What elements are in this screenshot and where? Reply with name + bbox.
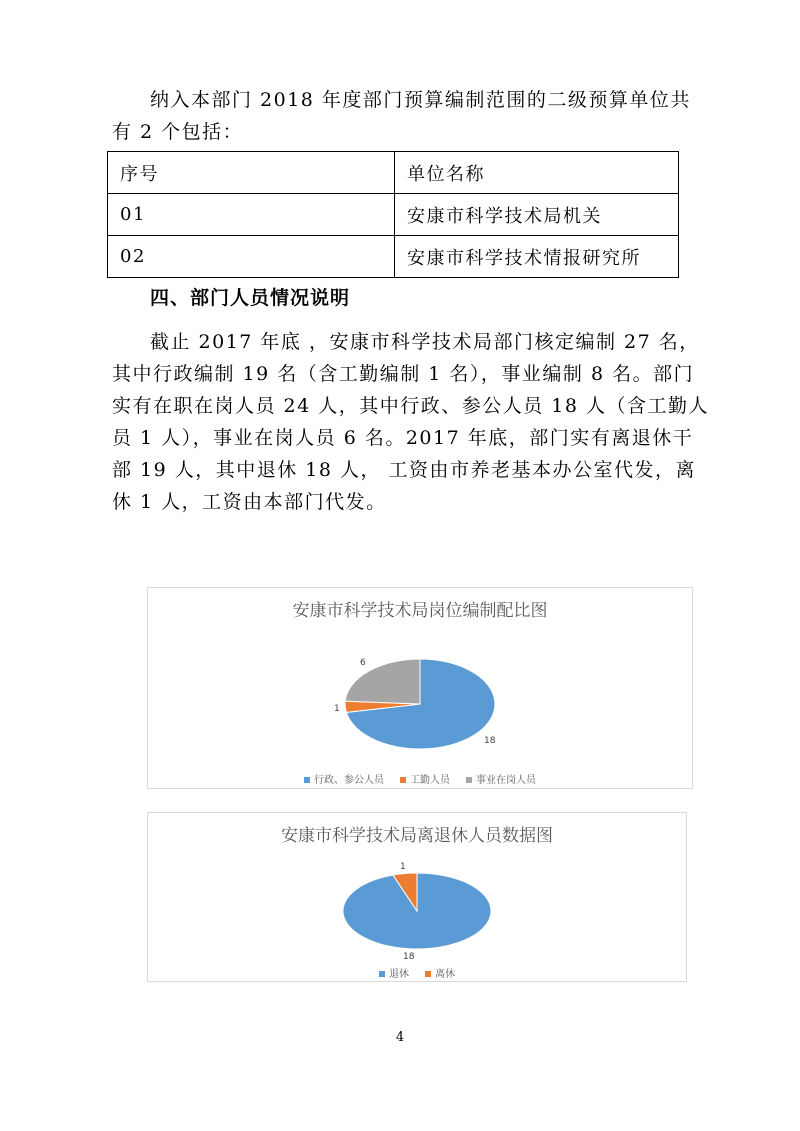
- table-row: [108, 194, 679, 236]
- pie-data-label-1: 18: [403, 952, 415, 962]
- pie-data-label-1: 18: [484, 736, 496, 746]
- section-heading: 四、部门人员情况说明: [150, 287, 351, 309]
- legend-swatch-2: [400, 777, 406, 783]
- chart-2-title: 安康市科学技术局离退休人员数据图: [281, 826, 553, 845]
- personnel-line-1: 截止 2017 年底 ，安康市科学技术局部门核定编制 27 名，: [150, 331, 700, 353]
- legend-swatch-3: [466, 777, 472, 783]
- table-header-row: [108, 152, 679, 194]
- personnel-line-6: 休 1 人，工资由本部门代发。: [112, 491, 387, 513]
- chart-1-legend: [148, 771, 692, 786]
- intro-line-2: 有 2 个包括：: [112, 121, 244, 143]
- table-row: [108, 236, 679, 278]
- chart-2-plot: [148, 813, 686, 981]
- pie-data-label-3: 6: [360, 658, 366, 668]
- header-unit-name: 单位名称: [395, 152, 679, 194]
- chart-1-plot: [148, 588, 692, 788]
- position-ratio-chart: [147, 587, 693, 789]
- personnel-line-2: 其中行政编制 19 名（含工勤编制 1 名），事业编制 8 名。部门: [112, 363, 695, 385]
- legend-label-1: 退休: [389, 969, 409, 980]
- intro-paragraph: [112, 84, 691, 148]
- row-1-seq: 01: [108, 194, 395, 236]
- pie-data-label-2: 1: [400, 862, 406, 872]
- row-2-unit-name: 安康市科学技术情报研究所: [395, 236, 679, 278]
- legend-item-3: [466, 771, 536, 786]
- legend-label-2: 工勤人员: [410, 775, 450, 786]
- personnel-line-4: 员 1 人），事业在岗人员 6 名。2017 年底，部门实有离退休干: [112, 427, 694, 449]
- retirees-chart: [147, 812, 687, 982]
- personnel-line-5: 部 19 人，其中退休 18 人， 工资由市养老基本办公室代发，离: [112, 459, 697, 481]
- legend-label-1: 行政、参公人员: [314, 775, 384, 786]
- chart-2-legend: [148, 965, 686, 980]
- personnel-line-3: 实有在职在岗人员 24 人，其中行政、参公人员 18 人（含工勤人: [112, 395, 710, 417]
- pie-data-label-2: 1: [334, 704, 340, 714]
- budget-units-table: [107, 151, 679, 278]
- row-1-unit-name: 安康市科学技术局机关: [395, 194, 679, 236]
- legend-item-2: [400, 771, 450, 786]
- intro-line-1: 纳入本部门 2018 年度部门预算编制范围的二级预算单位共: [150, 89, 691, 111]
- pie-slice-3: [345, 659, 420, 704]
- legend-item-1: [304, 771, 384, 786]
- page-number: 4: [395, 1030, 405, 1045]
- legend-label-2: 离休: [435, 969, 455, 980]
- chart-1-title: 安康市科学技术局岗位编制配比图: [292, 601, 548, 620]
- legend-swatch-1: [304, 777, 310, 783]
- legend-item-1: [379, 965, 409, 980]
- legend-item-2: [425, 965, 455, 980]
- legend-label-3: 事业在岗人员: [476, 775, 536, 786]
- row-2-seq: 02: [108, 236, 395, 278]
- legend-swatch-1: [379, 971, 385, 977]
- header-seq: 序号: [108, 152, 395, 194]
- personnel-paragraph: [112, 326, 710, 518]
- legend-swatch-2: [425, 971, 431, 977]
